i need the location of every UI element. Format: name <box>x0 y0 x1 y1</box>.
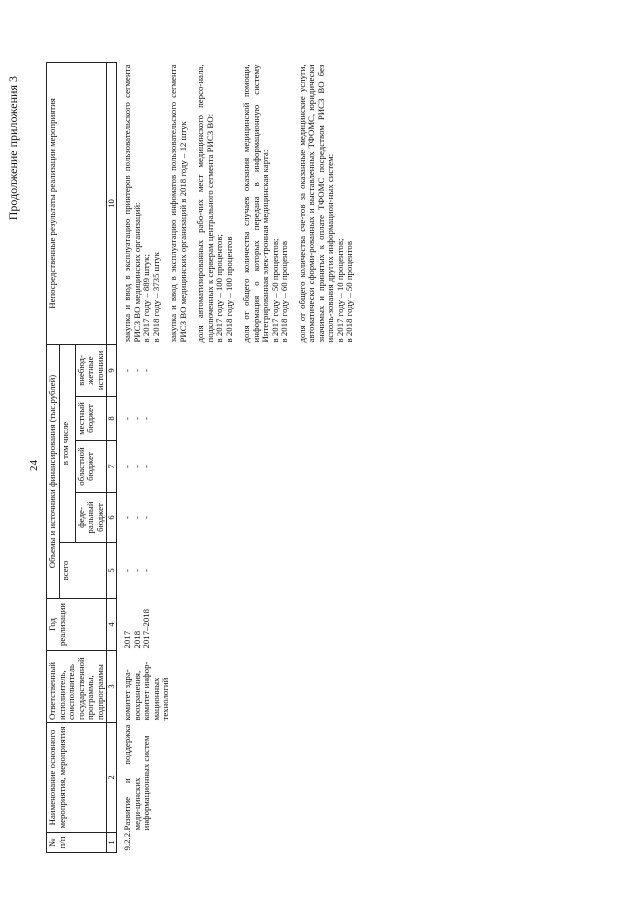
total-values: - - - <box>122 569 152 572</box>
col-number: 6 <box>107 493 117 543</box>
header-local: местный бюджет <box>75 397 107 441</box>
result-printers: закупка и ввод в эксплуатацию принтеров пользовательского сегмента РИСЗ ВО медицинских организаций: в 2017 году – 889 штук; в 2018 году – 3735 штук <box>122 64 161 343</box>
col-number: 3 <box>107 651 117 723</box>
header-including: в том числе <box>59 344 75 542</box>
year-value: 2017 <box>122 630 133 649</box>
page-number: 24 <box>28 460 40 471</box>
header-year: Год реализации <box>47 599 107 651</box>
col-number: 1 <box>107 833 117 853</box>
header-total: всего <box>59 543 107 599</box>
continuation-note: Продолжение приложения 3 <box>6 76 20 221</box>
header-results: Непосредственные результаты реализации мероприятия <box>47 62 107 344</box>
column-numbers-row <box>107 62 117 852</box>
row-number: 9.2.2. <box>122 830 133 851</box>
row-years <box>117 599 364 651</box>
year-value: 2018 <box>131 630 142 649</box>
col-number: 7 <box>107 441 117 493</box>
header-name: Наименование основного мероприятия, мероприятия <box>47 723 107 833</box>
program-table <box>46 62 364 853</box>
row-name: Развитие и поддержка меди-цинских информационных систем <box>122 724 152 831</box>
header-federal: феде-ральный бюджет <box>75 493 107 543</box>
result-emr: доля от общего количества случаев оказания медицинской помощи, информация о которых передана в информационную систему Интегрированная элек-тронная медицинская карта: в 2017 году – 50 процентов; в 2018 году – 60 процентов <box>241 64 290 343</box>
regional-values: - - - <box>122 465 152 468</box>
year-value: 2017–2018 <box>141 608 152 649</box>
local-values: - - - <box>122 417 152 420</box>
federal-values: - - - <box>122 516 152 519</box>
col-number: 4 <box>107 599 117 651</box>
row-executor: комитет здра-воохранения, комитет инфор-мационных технологий <box>122 661 171 721</box>
header-executor: Ответственный исполнитель, соисполнитель государственной программы, подпрограммы <box>47 651 107 723</box>
result-infomats: закупка и ввод в эксплуатацию инфоматов пользовательского сегмента РИСЗ ВО медицинских организаций в 2018 году – 12 штук <box>168 64 188 343</box>
table-row <box>117 62 364 852</box>
col-number: 2 <box>107 723 117 833</box>
row-results <box>117 62 364 344</box>
col-number: 8 <box>107 397 117 441</box>
header-regional: областной бюджет <box>75 441 107 493</box>
result-invoices: доля от общего количества сче-тов за оказанные медицинские услуги, автоматически сформи-рованных и выставленных ТФОМС, юридически значимых и принятых к оплате ТФОМС посредством РИСЗ ВО без исполь-зования других информацион-ных систем: в 2017 году – 10 процентов; в 2018 году – 50 процентов <box>296 64 355 343</box>
col-number: 9 <box>107 344 117 396</box>
extrabudget-values: - - - <box>122 369 152 372</box>
result-workstations: доля автоматизированных рабо-чих мест медицинского персо-нала, подключенных к серверам центрального сегмента РИСЗ ВО: в 2017 году – 100 процентов; в 2018 году – 100 процентов <box>195 64 234 343</box>
header-extrabudget: внебюд-жетные источники <box>75 344 107 396</box>
col-number: 5 <box>107 543 117 599</box>
header-num: № п/п <box>47 833 107 853</box>
col-number: 10 <box>107 62 117 344</box>
header-financing: Объемы и источники финансирования (тыс.рублей) <box>47 344 60 598</box>
